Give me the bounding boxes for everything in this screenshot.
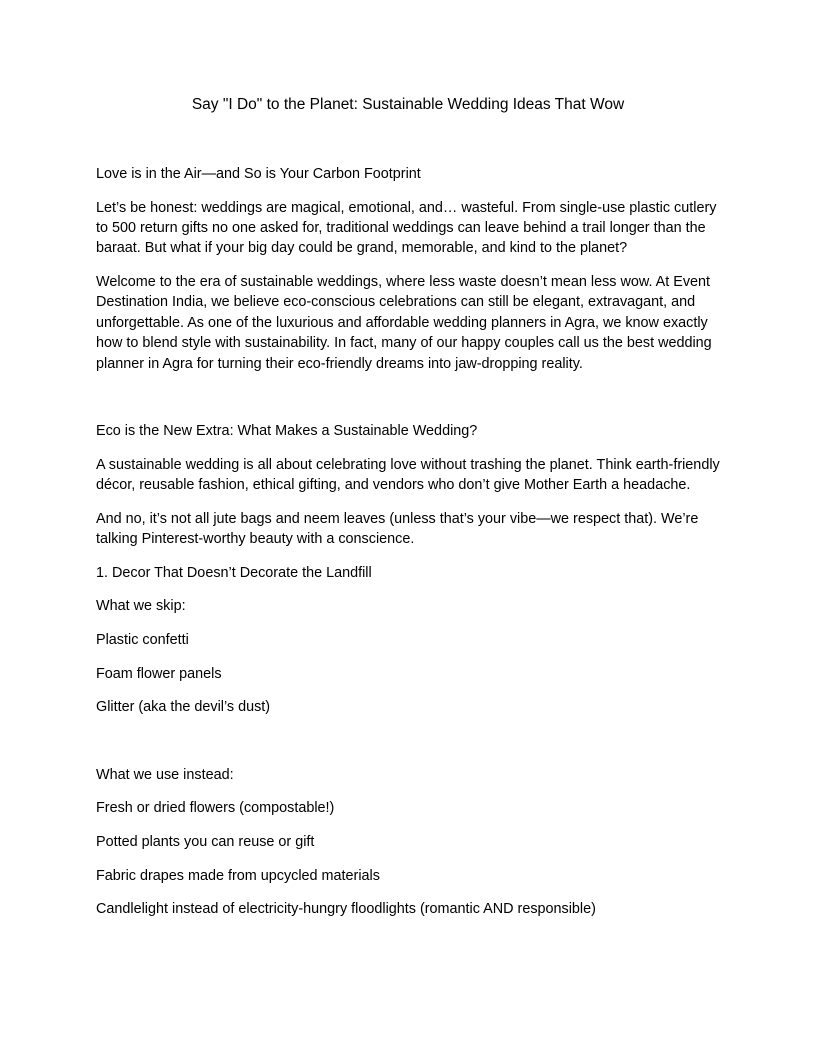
section-paragraph-1: A sustainable wedding is all about celebrating love without trashing the planet. Think earth-friendly décor, reusable fashion, ethical gifting, and vendors who don’t give Mother Earth a headache. [96, 456, 720, 494]
intro-heading: Love is in the Air—and So is Your Carbon Footprint [96, 166, 421, 182]
intro-paragraph-2: Welcome to the era of sustainable weddings, where less waste doesn’t mean less wow. At Event Destination India, we believe eco-conscious celebrations can still be elegant, extravagant, and unforgettable. As one of the luxurious and affordable wedding planners in Agra, we know exactly how to blend style with sustainability. In fact, many of our happy couples call us the best wedding planner in Agra for turning their eco-friendly dreams into jaw-dropping reality. [96, 274, 712, 372]
document-page [96, 0, 720, 1056]
document-body [96, 164, 720, 933]
use-item: Candlelight instead of electricity-hungry floodlights (romantic AND responsible) [96, 901, 596, 918]
decor-heading: 1. Decor That Doesn’t Decorate the Landfill [96, 564, 372, 581]
skip-heading: What we skip: [96, 598, 186, 615]
intro-paragraph-1: Let’s be honest: weddings are magical, emotional, and… wasteful. From single-use plastic cutlery to 500 return gifts no one asked for, traditional weddings can leave behind a trail longer than the baraat. But what if your big day could be grand, memorable, and kind to the planet? [96, 199, 717, 257]
use-item: Fresh or dried flowers (compostable!) [96, 800, 335, 817]
use-item: Fabric drapes made from upcycled materials [96, 867, 380, 884]
skip-item: Plastic confetti [96, 632, 189, 648]
section-heading: Eco is the New Extra: What Makes a Sustainable Wedding? [96, 423, 478, 440]
document-title: Say "I Do" to the Planet: Sustainable Wedding Ideas That Wow [191, 96, 625, 113]
use-item: Potted plants you can reuse or gift [96, 833, 315, 850]
blank-line [96, 387, 720, 421]
skip-item: Foam flower panels [96, 665, 222, 682]
section-paragraph-2: And no, it’s not all jute bags and neem leaves (unless that’s your vibe—we respect that). We’re talking Pinterest-worthy beauty with a conscience. [96, 510, 699, 548]
skip-item: Glitter (aka the devil’s dust) [96, 699, 271, 716]
use-heading: What we use instead: [96, 766, 234, 783]
blank-line [96, 731, 720, 765]
